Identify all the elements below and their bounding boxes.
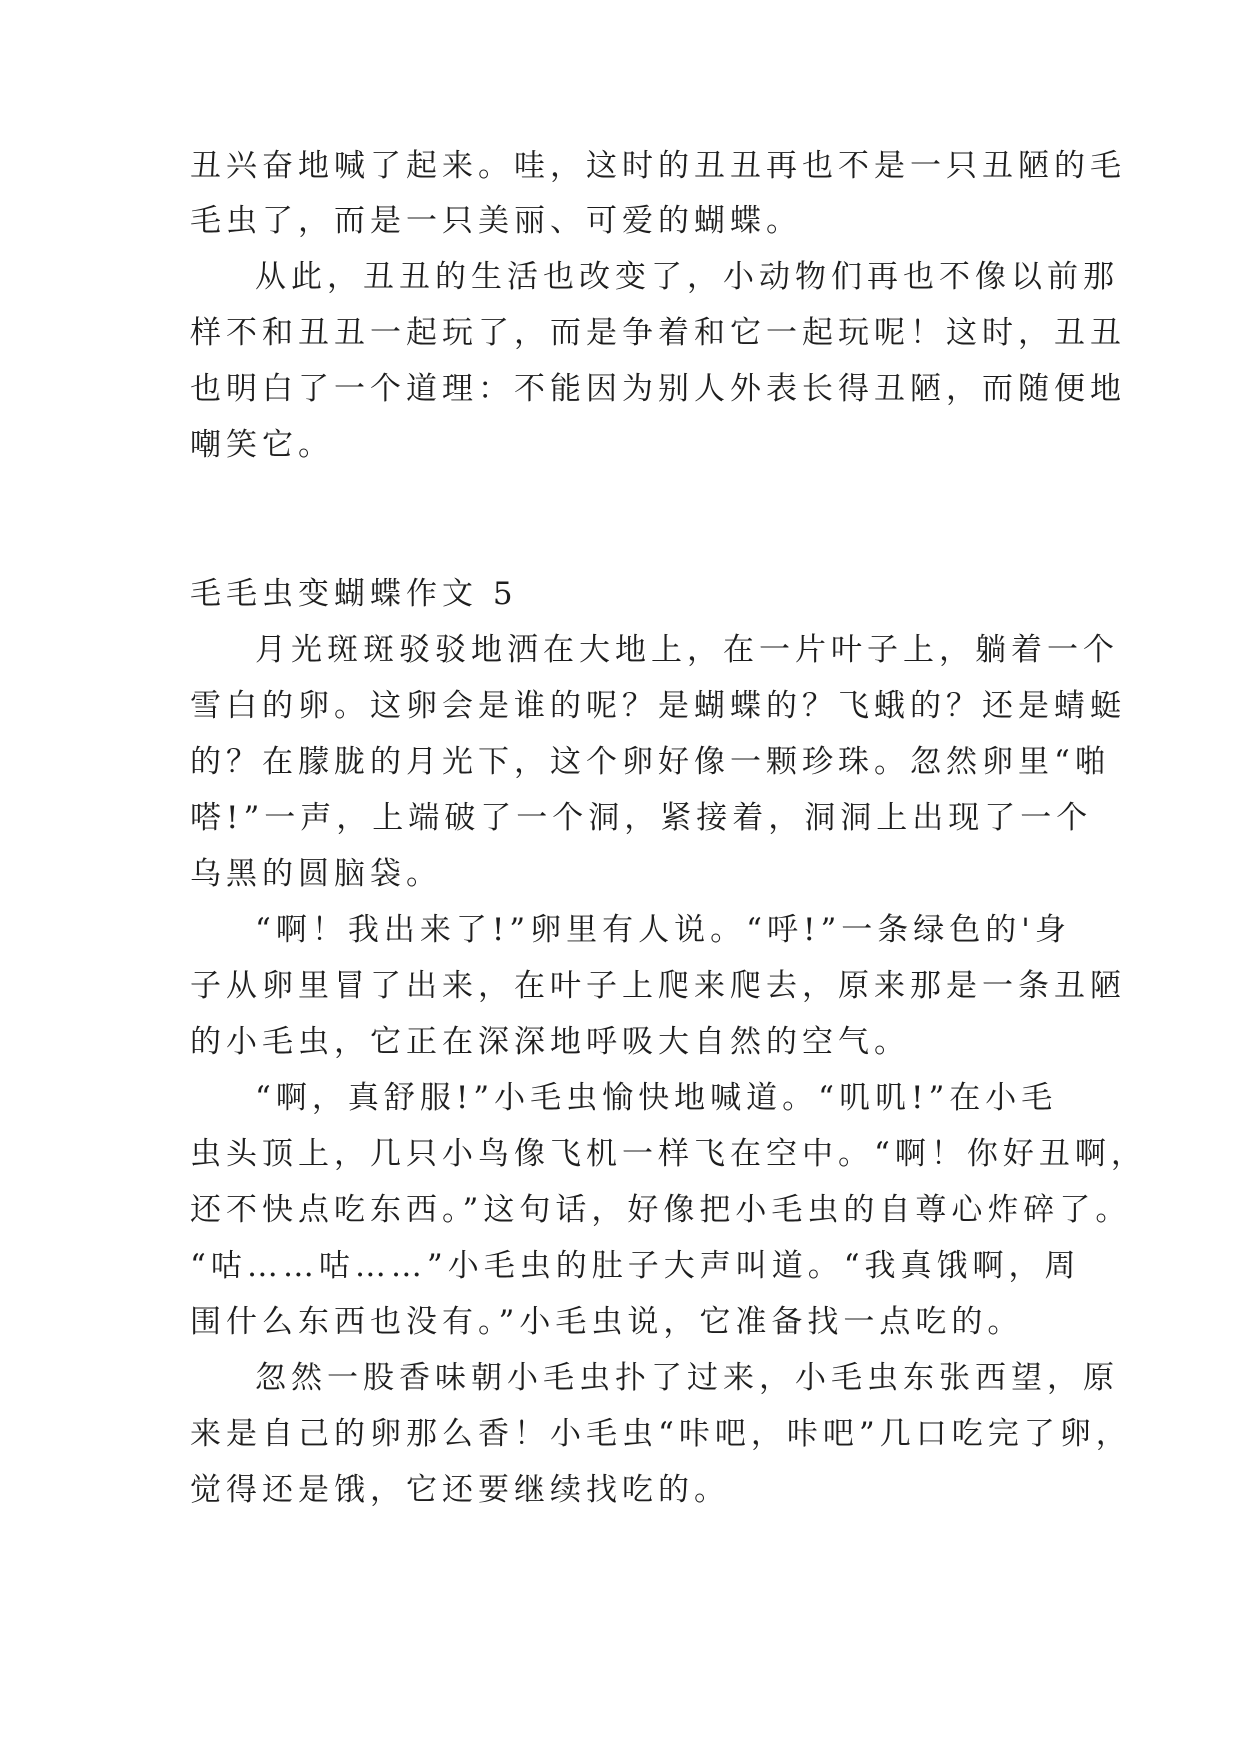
paragraph-start-line: “啊！我出来了!”卵里有人说。“呼!”一条绿色的'身 <box>255 912 1071 948</box>
text-line: “咕……咕……”小毛虫的肚子大声叫道。“我真饿啊，周 <box>190 1248 1081 1284</box>
text-line: 乌黑的圆脑袋。 <box>190 856 442 892</box>
paragraph-start-line: 从此，丑丑的生活也改变了，小动物们再也不像以前那 <box>255 259 1119 295</box>
text-line: 虫头顶上，几只小鸟像飞机一样飞在空中。“啊！你好丑啊， <box>190 1136 1147 1172</box>
text-line: 围什么东西也没有。”小毛虫说，它准备找一点吃的。 <box>190 1304 1024 1340</box>
text-line: 来是自己的卵那么香！小毛虫“咔吧，咔吧”几口吃完了卵， <box>190 1416 1132 1452</box>
text-line: 丑兴奋地喊了起来。哇，这时的丑丑再也不是一只丑陋的毛 <box>190 148 1126 184</box>
paragraph-start-line: “啊，真舒服!”小毛虫愉快地喊道。“叽叽!”在小毛 <box>255 1080 1058 1116</box>
text-line: 嗒!”一声，上端破了一个洞，紧接着，洞洞上出现了一个 <box>190 800 1093 836</box>
text-line: 样不和丑丑一起玩了，而是争着和它一起玩呢！这时，丑丑 <box>190 315 1126 351</box>
text-line: 毛虫了，而是一只美丽、可爱的蝴蝶。 <box>190 203 802 239</box>
text-line: 雪白的卵。这卵会是谁的呢？是蝴蝶的？飞蛾的？还是蜻蜓 <box>190 688 1126 724</box>
text-line: 还不快点吃东西。”这句话，好像把小毛虫的自尊心炸碎了。 <box>190 1192 1132 1228</box>
text-line: 也明白了一个道理：不能因为别人外表长得丑陋，而随便地 <box>190 371 1126 407</box>
paragraph-start-line: 忽然一股香味朝小毛虫扑了过来，小毛虫东张西望，原 <box>255 1360 1119 1396</box>
text-line: 的小毛虫，它正在深深地呼吸大自然的空气。 <box>190 1024 910 1060</box>
text-line: 的？在朦胧的月光下，这个卵好像一颗珍珠。忽然卵里“啪 <box>190 744 1111 780</box>
paragraph-start-line: 月光斑斑驳驳地洒在大地上，在一片叶子上，躺着一个 <box>255 632 1119 668</box>
text-line: 子从卵里冒了出来，在叶子上爬来爬去，原来那是一条丑陋 <box>190 968 1126 1004</box>
text-line: 嘲笑它。 <box>190 427 334 463</box>
text-line: 觉得还是饿，它还要继续找吃的。 <box>190 1472 730 1508</box>
section-heading: 毛毛虫变蝴蝶作文 5 <box>190 576 518 612</box>
